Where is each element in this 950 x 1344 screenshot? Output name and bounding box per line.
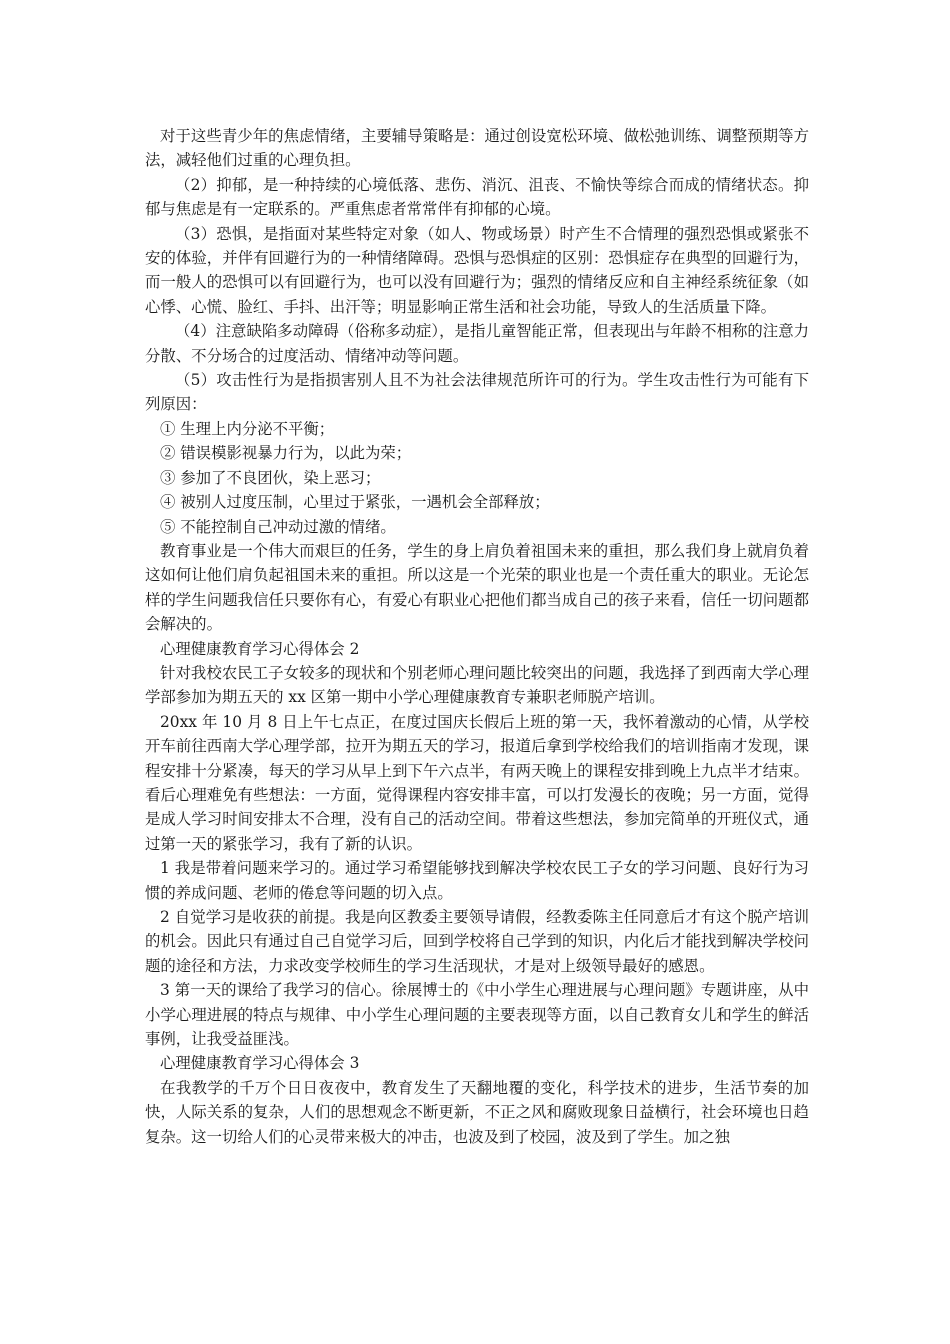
paragraph: （4）注意缺陷多动障碍（俗称多动症），是指儿童智能正常，但表现出与年龄不相称的注意力分散、不分场合的过度活动、情绪冲动等问题。 (145, 322, 809, 365)
list-item: ③ 参加了不良团伙，染上恶习； (160, 468, 381, 487)
paragraph: 1 我是带着问题来学习的。通过学习希望能够找到解决学校农民工子女的学习问题、良好行为习惯的养成问题、老师的倦怠等问题的切入点。 (145, 859, 809, 902)
list-item: ① 生理上内分泌不平衡； (160, 419, 335, 438)
paragraph: 针对我校农民工子女较多的现状和个别老师心理问题比较突出的问题，我选择了到西南大学心理学部参加为期五天的 xx 区第一期中小学心理健康教育专兼职老师脱产培训。 (145, 663, 809, 707)
section-heading: 心理健康教育学习心得体会 3 (160, 1054, 360, 1073)
list-item: ⑤ 不能控制自己冲动过激的情绪。 (160, 517, 396, 536)
paragraph: 教育事业是一个伟大而艰巨的任务，学生的身上肩负着祖国未来的重担，那么我们身上就肩负着这如何让他们肩负起祖国未来的重担。所以这是一个光荣的职业也是一个责任重大的职业。无论怎样的学生问题我信任只要你有心，有爱心有职业心把他们都当成自己的孩子来看，信任一切问题都会解决的。 (145, 541, 809, 634)
paragraph: 2 自觉学习是收获的前提。我是向区教委主要领导请假，经教委陈主任同意后才有这个脱产培训的机会。因此只有通过自己自觉学习后，回到学校将自己学到的知识，内化后才能找到解决学校问题的途径和方法，力求改变学校师生的学习生活现状，才是对上级领导最好的感恩。 (145, 908, 809, 975)
paragraph: 20xx 年 10 月 8 日上午七点正，在度过国庆长假后上班的第一天，我怀着激动的心情，从学校开车前往西南大学心理学部，拉开为期五天的学习，报道后拿到学校给我们的培训指南才发现，课程安排十分紧凑，每天的学习从早上到下午六点半，有两天晚上的课程安排到晚上九点半才结束。看后心理难免有些想法：一方面，觉得课程内容安排丰富，可以打发漫长的夜晚；另一方面，觉得是成人学习时间安排太不合理，没有自己的活动空间。带着这些想法，参加完简单的开班仪式，通过第一天的紧张学习，我有了新的认识。 (145, 712, 810, 853)
paragraph: （5）攻击性行为是指损害别人且不为社会法律规范所许可的行为。学生攻击性行为可能有下列原因： (145, 371, 809, 414)
paragraph: 对于这些青少年的焦虑情绪，主要辅导策略是：通过创设宽松环境、做松弛训练、调整预期等方法，减轻他们过重的心理负担。 (145, 127, 809, 170)
paragraph: 在我教学的千万个日日夜夜中，教育发生了天翻地覆的变化，科学技术的进步，生活节奏的加快，人际关系的复杂，人们的思想观念不断更新，不正之风和腐败现象日益横行，社会环境也日趋复杂。这一切给人们的心灵带来极大的冲击，也波及到了校园，波及到了学生。加之独 (145, 1078, 809, 1146)
paragraph: 3 第一天的课给了我学习的信心。徐展博士的《中小学生心理进展与心理问题》专题讲座，从中小学心理进展的特点与规律、中小学生心理问题的主要表现等方面，以自己教育女儿和学生的鲜活事例，让我受益匪浅。 (145, 981, 809, 1049)
paragraph: （3）恐惧，是指面对某些特定对象（如人、物或场景）时产生不合情理的强烈恐惧或紧张不安的体验，并伴有回避行为的一种情绪障碍。恐惧与恐惧症的区别：恐惧症存在典型的回避行为，而一般人的恐惧可以有回避行为，也可以没有回避行为；强烈的情绪反应和自主神经系统征象（如心悸、心慌、脸红、手抖、出汗等；明显影响正常生活和社会功能，导致人的生活质量下降。 (145, 224, 809, 316)
section-heading: 心理健康教育学习心得体会 2 (160, 639, 360, 658)
list-item: ② 错误模影视暴力行为，以此为荣； (160, 444, 412, 463)
document-body (145, 124, 809, 1149)
paragraph: （2）抑郁，是一种持续的心境低落、悲伤、消沉、沮丧、不愉快等综合而成的情绪状态。抑郁与焦虑是有一定联系的。严重焦虑者常常伴有抑郁的心境。 (145, 175, 809, 219)
list-item: ④ 被别人过度压制，心里过于紧张，一遇机会全部释放； (160, 493, 550, 512)
